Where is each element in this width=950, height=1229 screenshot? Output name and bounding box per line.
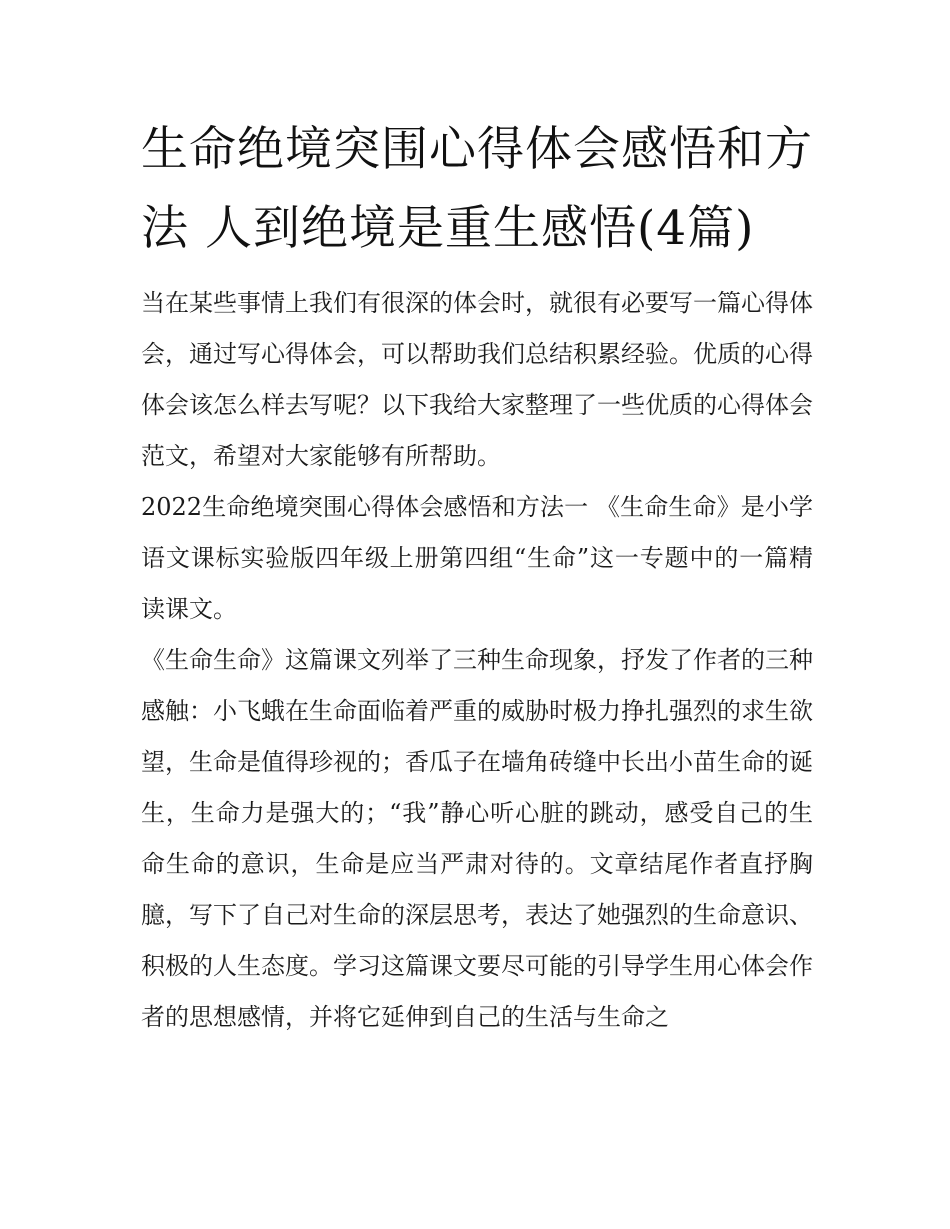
document-page [141,110,813,1043]
body-paragraph-2: 《生命生命》这篇课文列举了三种生命现象，抒发了作者的三种感触：小飞蛾在生命面临着严重的威胁时极力挣扎强烈的求生欲望，生命是值得珍视的；香瓜子在墙角砖缝中长出小苗生命的诞生，生命力是强大的；“我”静心听心脏的跳动，感受自己的生命生命的意识，生命是应当严肃对待的。文章结尾作者直抒胸臆，写下了自己对生命的深层思考，表达了她强烈的生命意识、积极的人生态度。学习这篇课文要尽可能的引导学生用心体会作者的思想感情，并将它延伸到自己的生活与生命之 [141,646,813,1031]
intro-paragraph: 当在某些事情上我们有很深的体会时，就很有必要写一篇心得体会，通过写心得体会，可以帮助我们总结积累经验。优质的心得体会该怎么样去写呢？以下我给大家整理了一些优质的心得体会范文，希望对大家能够有所帮助。 [141,289,813,470]
body-paragraph-1: 2022生命绝境突围心得体会感悟和方法一 《生命生命》是小学语文课标实验版四年级上册第四组“生命”这一专题中的一篇精读课文。 [141,493,813,623]
document-title: 生命绝境突围心得体会感悟和方法 人到绝境是重生感悟(4篇) [141,122,813,256]
